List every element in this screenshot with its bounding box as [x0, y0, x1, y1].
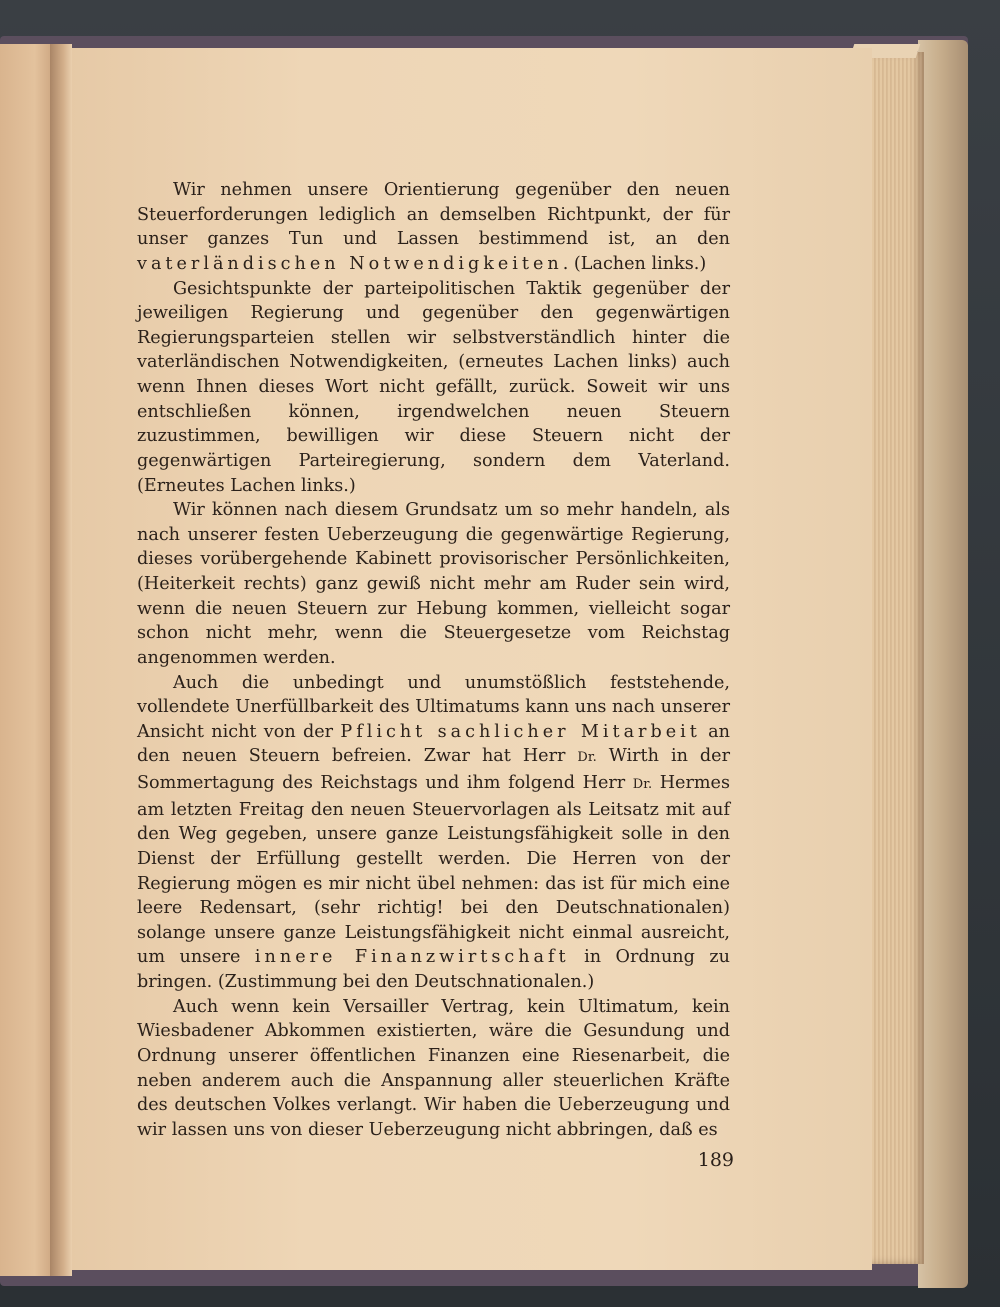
- paragraph-text: Gesichtspunkte der parteipolitischen Taktik gegenüber der jeweiligen Regierung und gegenüber den gegenwärtigen Regierungsparteien stellen wir selbstverständlich hinter die vaterländischen Notwendigkeiten, (erneutes Lachen links) auch wenn Ihnen dieses Wort nicht gefällt, zurück. Soweit wir uns entschließen können, irgendwelchen neuen Steuern zuzustimmen, bewilligen wir diese Steuern nicht der gegenwärtigen Parteiregierung, sondern dem Vaterland. (Erneutes Lachen links.): [137, 278, 730, 496]
- body-text: [137, 178, 730, 1142]
- paragraph-text: . (Lachen links.): [562, 253, 707, 274]
- book-gutter: [50, 44, 72, 1276]
- paragraph: [137, 498, 730, 670]
- paragraph-text: Wirth in der Sommertagung des Reichstags und ihm folgend Herr: [137, 746, 730, 793]
- paragraph-text: Hermes am letzten Freitag den neuen Steuervorlagen als Leitsatz mit auf den Weg gegeben, unsere ganze Leistungsfähigkeit solle in den Dienst der Erfüllung gestellt werden. Die Herren von der Regierung mögen es mir nicht übel nehmen: das ist für mich eine leere Redensart, (sehr richtig! bei den Deutschnationalen) solange unsere ganze Leistungsfähigkeit nicht einmal ausreicht, um unsere: [137, 773, 731, 968]
- paragraph-text: an den neuen Steuern befreien. Zwar hat Herr: [137, 721, 730, 767]
- paragraph-text: in Ordnung zu bringen. (Zustimmung bei den Deutschnationalen.): [137, 947, 730, 992]
- spaced-emphasis-text: Pflicht sachlicher Mitarbeit: [340, 721, 701, 742]
- page-number: 189: [697, 1149, 734, 1171]
- paragraph: [137, 178, 730, 277]
- spaced-emphasis-text: vaterländischen Notwendigkeiten: [137, 253, 563, 274]
- paragraph-text: Auch wenn kein Versailler Vertrag, kein Ultimatum, kein Wiesbadener Abkommen existierten, wäre die Gesundung und Ordnung unserer öffentlichen Finanzen eine Riesenarbeit, die neben anderem auch die Anspannung aller steuerlichen Kräfte des deutschen Volkes verlangt. Wir haben die Ueberzeugung und wir lassen uns von dieser Ueberzeugung nicht abbringen, daß es: [137, 996, 730, 1140]
- paragraph: [137, 671, 730, 995]
- paragraph-text: Wir nehmen unsere Orientierung gegenüber den neuen Steuerforderungen lediglich an demselben Richtpunkt, der für unser ganzes Tun und Lassen bestimmend ist, an den: [137, 180, 730, 250]
- page-edges: [868, 52, 924, 1264]
- abbreviation-text: Dr.: [632, 777, 653, 792]
- spaced-emphasis-text: innere Finanzwirtschaft: [254, 947, 570, 968]
- paragraph: [137, 995, 730, 1143]
- paragraph: [137, 277, 730, 499]
- paragraph-text: Auch die unbedingt und unumstößlich feststehende, vollendete Unerfüllbarkeit des Ultimatums kann uns nach unserer Ansicht nicht von der: [137, 672, 730, 742]
- book-board-right: [918, 40, 968, 1288]
- paragraph-text: Wir können nach diesem Grundsatz um so mehr handeln, als nach unserer festen Ueberzeugung die gegenwärtige Regierung, dieses vorübergehende Kabinett provisorischer Persönlichkeiten, (Heiterkeit rechts) ganz gewiß nicht mehr am Ruder sein wird, wenn die neuen Steuern zur Hebung kommen, vielleicht sogar schon nicht mehr, wenn die Steuergesetze vom Reichstag angenommen werden.: [137, 500, 730, 668]
- abbreviation-text: Dr.: [577, 750, 597, 766]
